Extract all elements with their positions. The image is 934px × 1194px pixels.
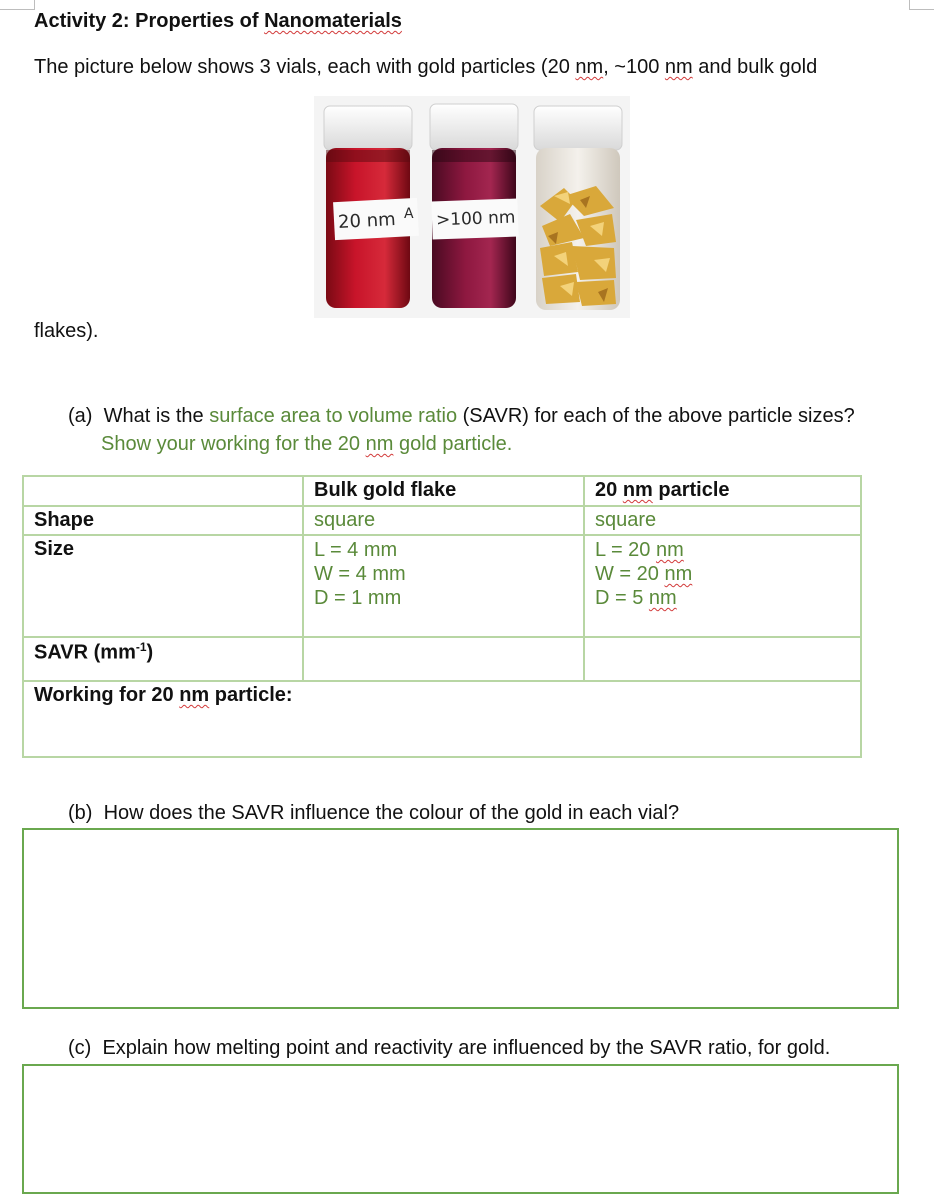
activity-title: Activity 2: Properties of Nanomaterials (34, 10, 402, 32)
gold-vials-photo (314, 96, 630, 318)
nano-size-cell[interactable]: L = 20 nm W = 20 nm D = 5 nm (584, 535, 861, 637)
question-c-answer-box[interactable] (22, 1064, 899, 1194)
intro-continuation: flakes). (34, 320, 99, 342)
vial-label-20nm: 20 nm (337, 208, 397, 233)
nano-shape-cell[interactable]: square (584, 506, 861, 535)
col-header-bulk: Bulk gold flake (303, 476, 584, 506)
vials-illustration (314, 96, 630, 318)
savr-table (22, 475, 862, 758)
nano-savr-answer-cell[interactable] (584, 637, 861, 681)
table-header-blank (23, 476, 303, 506)
vial-label-100nm: >100 nm (435, 207, 516, 231)
question-b: (b) How does the SAVR influence the colour of the gold in each vial? (68, 802, 680, 824)
bulk-savr-answer-cell[interactable] (303, 637, 584, 681)
table-header-row (23, 476, 861, 506)
table-row-shape (23, 506, 861, 535)
col-header-nano: 20 nm particle (584, 476, 861, 506)
table-row-working (23, 681, 861, 757)
row-label-size: Size (23, 535, 303, 637)
vial-label-mark: A (404, 206, 414, 222)
row-label-shape: Shape (23, 506, 303, 535)
question-a-line2: Show your working for the 20 nm gold particle. (101, 433, 513, 455)
page-corner-mark-left (0, 0, 35, 10)
table-row-savr (23, 637, 861, 681)
question-a-line1: (a) What is the surface area to volume ratio (SAVR) for each of the above particle sizes? (68, 405, 855, 427)
working-answer-cell[interactable]: Working for 20 nm particle: (23, 681, 861, 757)
question-b-answer-box[interactable] (22, 828, 899, 1009)
page-corner-mark-right (909, 0, 934, 10)
bulk-shape-cell[interactable]: square (303, 506, 584, 535)
row-label-savr: SAVR $(mm^{-1})$ (23, 637, 303, 681)
intro-paragraph: The picture below shows 3 vials, each with gold particles (20 nm, ~100 nm and bulk gold (34, 56, 818, 78)
table-row-size (23, 535, 861, 637)
bulk-size-cell[interactable]: L = 4 mm W = 4 mm D = 1 mm (303, 535, 584, 637)
question-c: (c) Explain how melting point and reactivity are influenced by the SAVR ratio, for gold. (68, 1037, 831, 1059)
